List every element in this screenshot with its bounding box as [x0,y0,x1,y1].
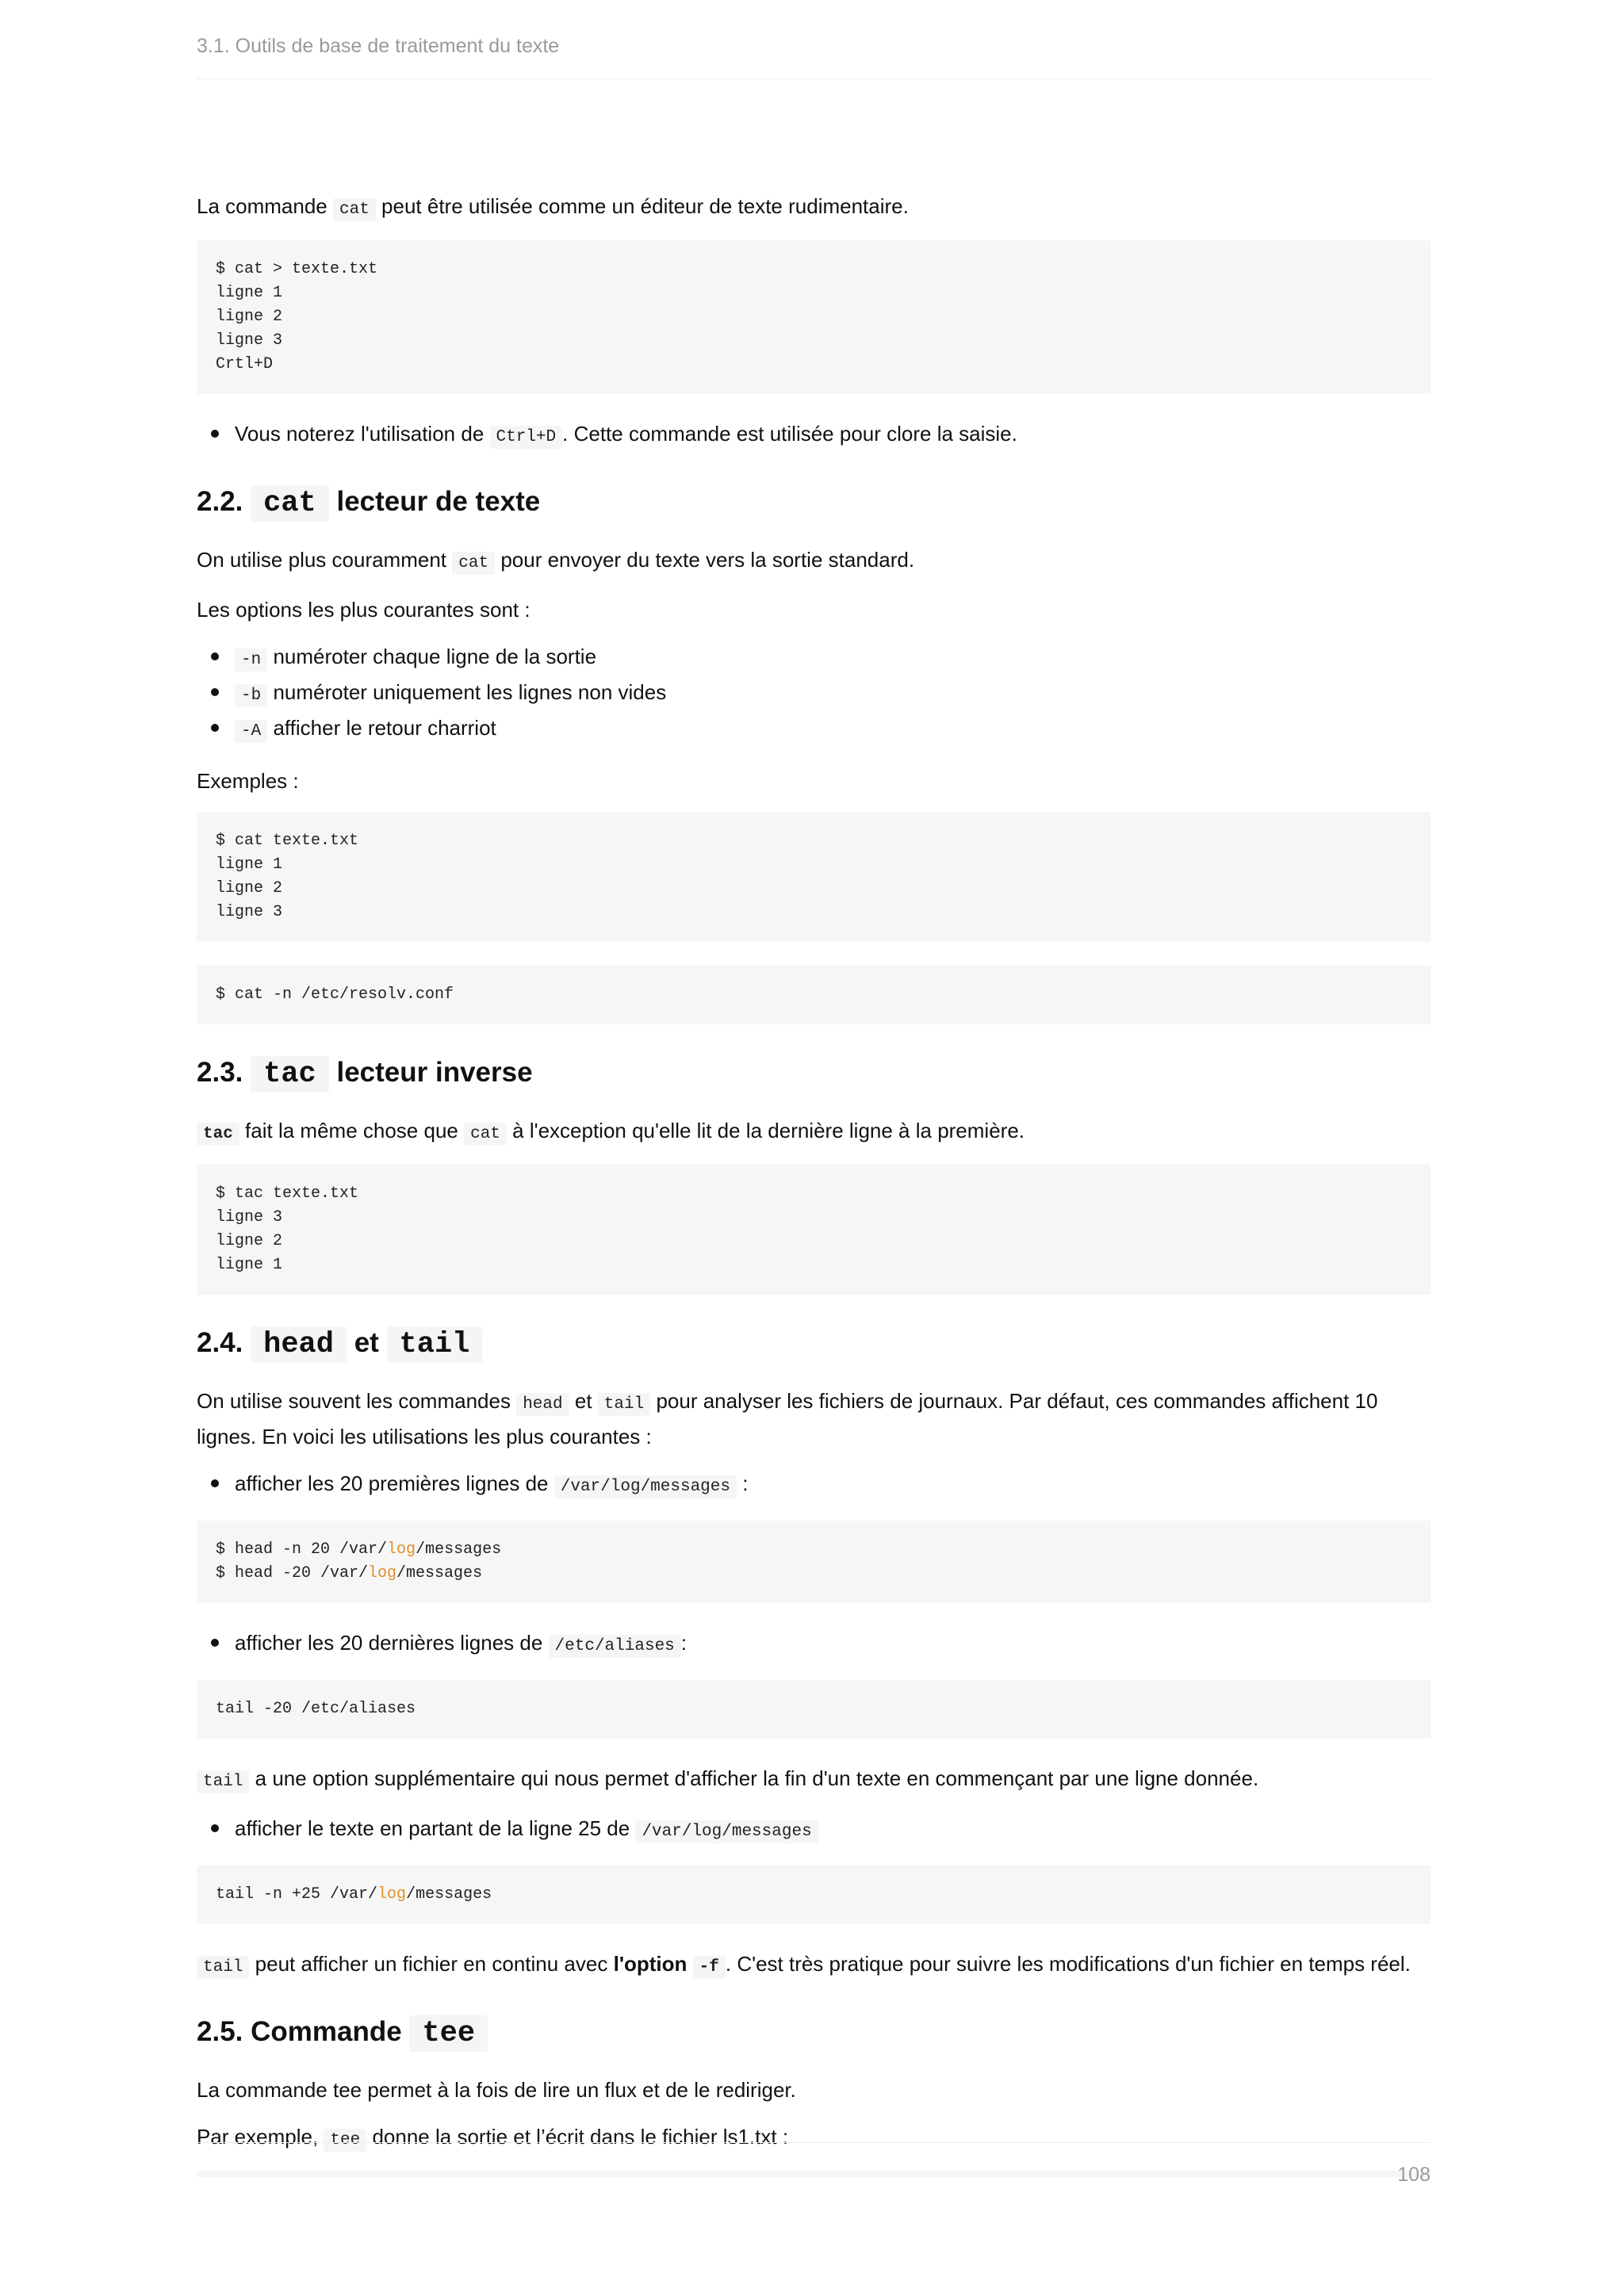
inline-code: -A [235,720,267,743]
code-text: /messages [416,1540,502,1559]
code-block-cat-example: $ cat texte.txt ligne 1 ligne 2 ligne 3 [197,812,1431,942]
page-content [197,190,1431,2177]
inline-code: cat [452,552,495,575]
code-block-cat-editor: $ cat > texte.txt ligne 1 ligne 2 ligne 3 Crtl+D [197,240,1431,394]
running-header: 3.1. Outils de base de traitement du texte [197,35,1431,79]
heading-code: tac [251,1056,329,1093]
text: . C'est très pratique pour suivre les modifications d'un fichier en temps réel. [725,1952,1411,1976]
text: donne la sortie et l’écrit dans le fichier ls1.txt : [372,2125,789,2149]
section-title: Commande [251,2016,402,2047]
inline-code: cat [464,1123,507,1146]
page-number: 108 [197,2142,1431,2187]
text: pour envoyer du texte vers la sortie standard. [500,548,915,572]
list-item [235,676,1431,712]
bullet-list [197,1812,1431,1848]
heading-code: head [251,1326,347,1363]
code-text: $ head -20 /var/ [216,1564,369,1582]
heading-code: tail [387,1326,483,1363]
code-keyword: log [387,1540,416,1559]
inline-code: tac [197,1123,239,1146]
paragraph: Les options les plus courantes sont : [197,598,530,622]
paragraph [197,1385,1431,1453]
list-item [235,712,1431,748]
bullet-list [197,1627,1431,1663]
section-heading-2-4 [197,1322,1431,1366]
text: : [742,1471,749,1495]
inline-code: Ctrl+D [490,426,563,449]
section-number: 2.5. [197,2016,243,2047]
text: Par exemple, [197,2125,319,2149]
section-title: et [354,1327,379,1358]
code-keyword: log [368,1564,397,1582]
section-number: 2.2. [197,486,243,517]
paragraph [197,1115,1431,1150]
intro-paragraph [197,190,1431,226]
inline-code: tail [197,1956,249,1979]
section-heading-2-2 [197,480,1431,525]
options-list [197,641,1431,748]
inline-code: tail [197,1770,249,1793]
inline-code: tail [598,1393,650,1416]
inline-code: -n [235,649,267,672]
list-item [235,418,1431,453]
section-number: 2.3. [197,1057,243,1088]
code-text: tail -n +25 /var/ [216,1885,378,1904]
text: afficher les 20 dernières lignes de [235,1631,543,1655]
text: Vous noterez l'utilisation de [235,422,485,446]
text: peut afficher un fichier en continu avec [255,1952,608,1976]
paragraph: Exemples : [197,769,299,793]
inline-code: /etc/aliases [549,1635,681,1658]
list-item [235,1468,1431,1503]
code-text: /messages [396,1564,483,1582]
heading-code: cat [251,485,329,522]
section-heading-2-5 [197,2011,1431,2055]
paragraph [197,1762,1431,1798]
text: On utilise plus couramment [197,548,447,572]
text: et [574,1389,592,1413]
text: afficher le retour charriot [273,716,496,740]
list-item [235,1812,1431,1848]
paragraph [197,1948,1431,1984]
code-keyword: log [377,1885,407,1904]
heading-code: tee [409,2015,488,2052]
inline-code: -b [235,684,267,707]
inline-code: tee [324,2129,366,2152]
bold-text: l'option [613,1952,688,1976]
section-heading-2-3 [197,1051,1431,1096]
inline-code: /var/log/messages [554,1475,737,1498]
text: numéroter uniquement les lignes non vides [273,680,667,704]
code-text: $ head -n 20 /var/ [216,1540,388,1559]
text: afficher les 20 premières lignes de [235,1471,549,1495]
paragraph [197,544,1431,580]
code-block-cat-n: $ cat -n /etc/resolv.conf [197,966,1431,1024]
list-item [235,1627,1431,1663]
text: à l'exception qu'elle lit de la dernière ligne à la première. [512,1119,1025,1142]
code-block-tail-plus [197,1866,1431,1924]
text: . Cette commande est utilisée pour clore la saisie. [562,422,1017,446]
section-title: lecteur de texte [336,486,541,517]
list-item [235,641,1431,676]
bullet-list [197,1468,1431,1503]
text: numéroter chaque ligne de la sortie [273,645,597,668]
text: fait la même chose que [245,1119,458,1142]
inline-code: head [516,1393,569,1416]
text: pour analyser les fichiers de journaux. Par défaut, ces commandes affichent 10 lignes. En voici les utilisations les plus courantes : [197,1389,1378,1448]
section-title: lecteur inverse [336,1057,533,1088]
inline-code: cat [333,198,376,221]
text: La commande [197,194,327,218]
code-block-tail: tail -20 /etc/aliases [197,1680,1431,1739]
code-text: /messages [406,1885,492,1904]
paragraph: La commande tee permet à la fois de lire un flux et de le rediriger. [197,2078,796,2102]
code-block-head [197,1521,1431,1603]
inline-code: -f [693,1956,726,1979]
text: afficher le texte en partant de la ligne 25 de [235,1816,630,1840]
bullet-list [197,418,1431,453]
text: a une option supplémentaire qui nous permet d'afficher la fin d'un texte en commençant par une ligne donnée. [255,1766,1259,1790]
code-block-tac: $ tac texte.txt ligne 3 ligne 2 ligne 1 [197,1165,1431,1295]
text: On utilise souvent les commandes [197,1389,511,1413]
inline-code: /var/log/messages [635,1820,818,1843]
section-number: 2.4. [197,1327,243,1358]
text: : [680,1631,688,1655]
text: peut être utilisée comme un éditeur de texte rudimentaire. [381,194,909,218]
